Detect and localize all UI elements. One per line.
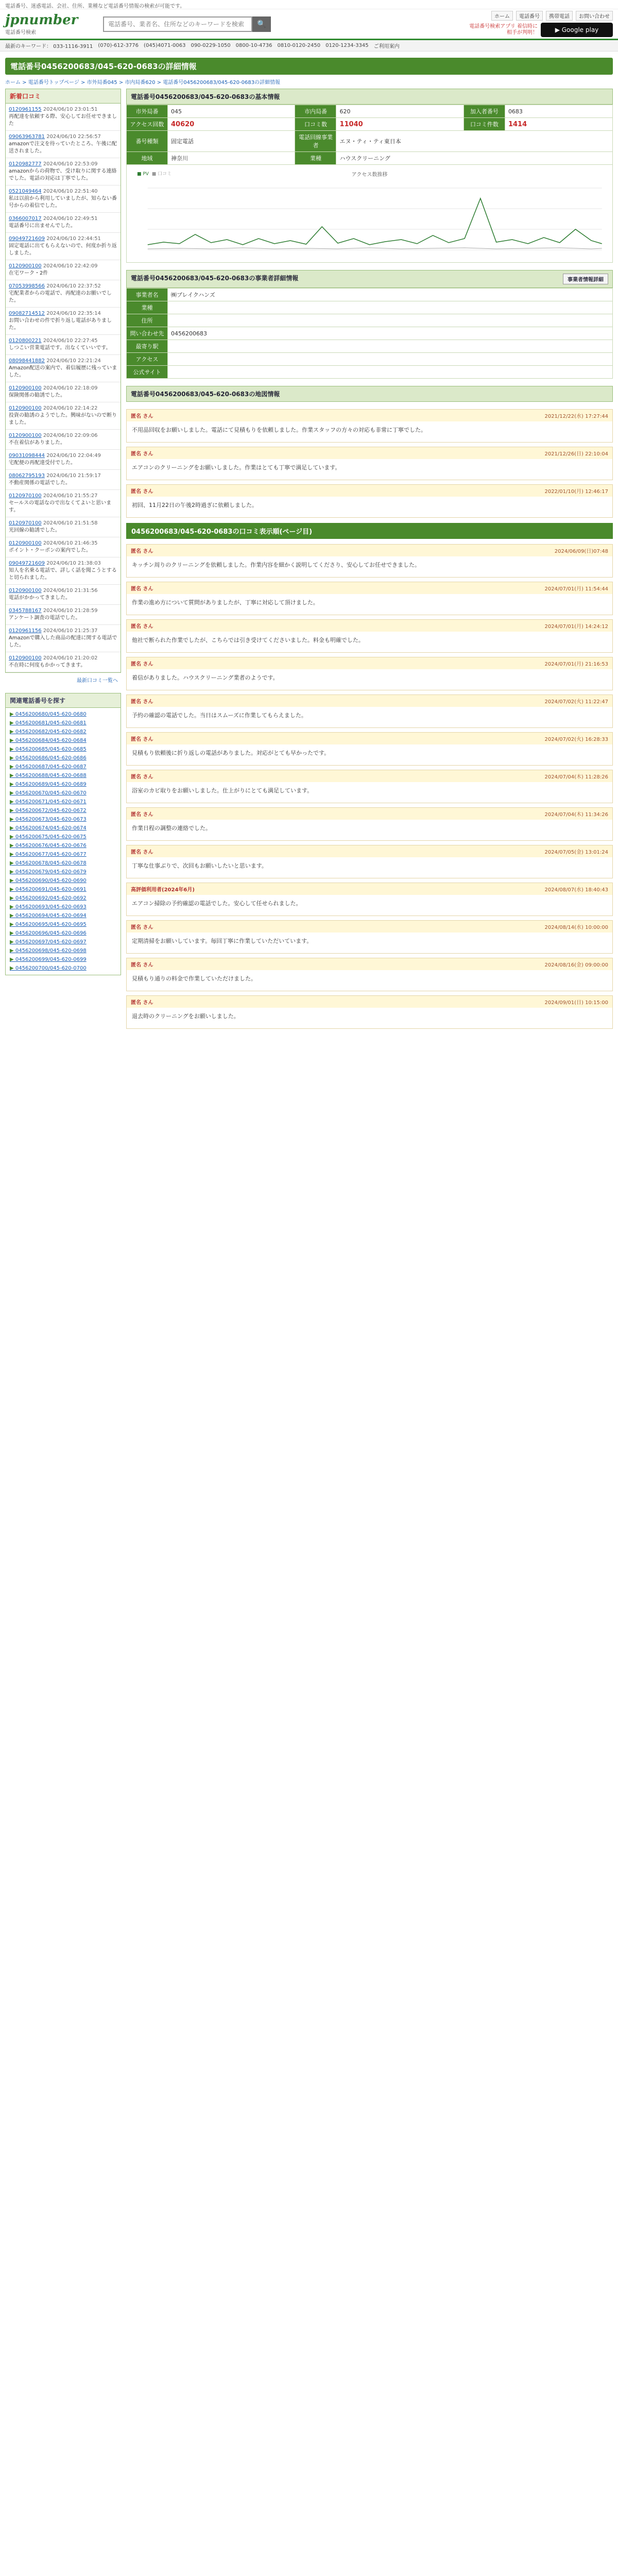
related-number-link[interactable]: ▶ 0456200672/045-620-0672 bbox=[10, 806, 116, 815]
keyword-item[interactable]: 090-0229-1050 bbox=[191, 43, 231, 48]
side-comment-item bbox=[6, 605, 121, 625]
side-comment-number[interactable]: 09049721609 bbox=[9, 236, 45, 242]
business-info-row bbox=[127, 353, 613, 366]
related-number-link[interactable]: ▶ 0456200679/045-620-0679 bbox=[10, 868, 116, 876]
map-title: 電話番号0456200683/045-620-0683の地図情報 bbox=[126, 386, 613, 402]
related-number-link[interactable]: ▶ 0456200696/045-620-0696 bbox=[10, 929, 116, 938]
business-info-row bbox=[127, 314, 613, 327]
side-comment-date: 2024/06/10 21:51:58 bbox=[43, 520, 98, 526]
breadcrumb[interactable]: ホーム > 電話番号トップページ > 市外局番045 > 市内局番620 > 電話番号0456200683/045-620-0683の詳細情報 bbox=[5, 80, 281, 86]
comment-author: 匿名 さん bbox=[131, 925, 153, 930]
side-comment-text: 在宅ワーク・2件 bbox=[9, 270, 48, 276]
side-comment-date: 2024/06/10 23:01:51 bbox=[43, 107, 98, 112]
side-comment-item bbox=[6, 625, 121, 652]
comment-date: 2024/08/14(水) 10:00:00 bbox=[544, 925, 608, 930]
side-comment-text: 電話番号に出ませんでした。 bbox=[9, 223, 76, 229]
side-comment-text: お問い合わせの件で折り返し電話がありました。 bbox=[9, 318, 112, 331]
comment-date: 2021/12/26(日) 22:10:04 bbox=[544, 451, 608, 457]
comment-text: 着信がありました。ハウスクリーニング業者のようです。 bbox=[132, 674, 279, 681]
related-number-link[interactable]: ▶ 0456200689/045-620-0689 bbox=[10, 780, 116, 789]
related-number-link[interactable]: ▶ 0456200700/045-620-0700 bbox=[10, 964, 116, 973]
business-info-table bbox=[126, 288, 613, 379]
side-comment-item bbox=[6, 652, 121, 672]
side-comment-number[interactable]: 0120900100 bbox=[9, 263, 42, 269]
side-comment-date: 2024/06/10 21:20:02 bbox=[43, 655, 98, 661]
side-comment-number[interactable]: 0120970100 bbox=[9, 493, 42, 499]
related-number-link[interactable]: ▶ 0456200676/045-620-0676 bbox=[10, 841, 116, 850]
side-comment-number[interactable]: 0521049464 bbox=[9, 189, 42, 194]
search-icon: 🔍 bbox=[257, 20, 266, 28]
graph-title: アクセス数推移 bbox=[351, 172, 388, 178]
basic-info-value: 40620 bbox=[168, 118, 295, 131]
side-comment-date: 2024/06/10 21:59:17 bbox=[46, 473, 101, 479]
basic-info-value: ハウスクリーニング bbox=[336, 152, 613, 165]
side-comment-text: 保険関係の勧誘でした。 bbox=[9, 393, 65, 398]
side-comment-number[interactable]: 0120900100 bbox=[9, 385, 42, 391]
related-number-link[interactable]: ▶ 0456200680/045-620-0680 bbox=[10, 710, 116, 719]
side-comment-item bbox=[6, 260, 121, 280]
keyword-item[interactable]: 0120-1234-3345 bbox=[325, 43, 369, 48]
app-promo-text: 電話番号検索アプリ 着信時に相手が判明！ bbox=[469, 24, 538, 36]
related-number-link[interactable]: ▶ 0456200684/045-620-0684 bbox=[10, 736, 116, 745]
side-comment-item bbox=[6, 158, 121, 185]
side-comment-text: Amazonで購入した商品の配達に関する電話でした。 bbox=[9, 635, 117, 648]
side-comment-text: 不在着信がありました。 bbox=[9, 440, 65, 446]
side-comment-number[interactable]: 0366007017 bbox=[9, 216, 42, 222]
business-info-label: 事業者名 bbox=[127, 289, 168, 301]
comment-date: 2024/07/02(火) 16:28:33 bbox=[544, 737, 608, 742]
side-comment-text: 私は以前から利用していましたが、知らない番号からの着信でした。 bbox=[9, 196, 117, 209]
comment-card bbox=[126, 845, 613, 878]
related-number-link[interactable]: ▶ 0456200693/045-620-0693 bbox=[10, 903, 116, 911]
side-comment-number[interactable]: 08062795193 bbox=[9, 473, 45, 479]
comment-author: 高評価利用者(2024年6月) bbox=[131, 887, 195, 893]
access-graph bbox=[126, 165, 613, 263]
side-comment-number[interactable]: 0120800221 bbox=[9, 338, 42, 344]
related-number-link[interactable]: ▶ 0456200687/045-620-0687 bbox=[10, 762, 116, 771]
more-comments-link[interactable]: 最新口コミ一覧へ bbox=[77, 678, 118, 684]
comment-card bbox=[126, 807, 613, 841]
main-content bbox=[126, 89, 613, 1033]
comment-text: 見積もり依頼後に折り返しの電話がありました。対応がとても早かったです。 bbox=[132, 750, 330, 756]
comment-card bbox=[126, 619, 613, 653]
side-comment-text: 固定電話に出てもらえないので、何度か折り返しました。 bbox=[9, 243, 117, 256]
comment-author: 匿名 さん bbox=[131, 489, 153, 495]
side-comment-text: しつこい営業電話です。出なくていいです。 bbox=[9, 345, 111, 351]
comment-date: 2024/07/02(火) 11:22:47 bbox=[544, 699, 608, 705]
side-comment-date: 2024/06/10 22:56:57 bbox=[46, 134, 101, 140]
search-input[interactable] bbox=[103, 16, 252, 32]
basic-info-value: 0683 bbox=[505, 105, 612, 118]
comment-card bbox=[126, 544, 613, 578]
business-info-label: 業種 bbox=[127, 301, 168, 314]
side-comment-text: 知人を名乗る電話で、詳しく話を聞こうとすると切られました。 bbox=[9, 568, 117, 581]
basic-info-label: 市内局番 bbox=[295, 105, 336, 118]
side-comment-date: 2024/06/10 22:18:09 bbox=[43, 385, 98, 391]
comment-card bbox=[126, 883, 613, 916]
side-comment-date: 2024/06/10 21:28:59 bbox=[43, 608, 98, 614]
comment-author: 匿名 さん bbox=[131, 774, 153, 780]
comment-text: 丁寧な仕事ぶりで、次回もお願いしたいと思います。 bbox=[132, 862, 267, 869]
comment-card bbox=[126, 958, 613, 991]
search-button[interactable] bbox=[252, 16, 271, 32]
comment-author: 匿名 さん bbox=[131, 414, 153, 419]
side-comment-text: 不在時に何度もかかってきます。 bbox=[9, 663, 86, 668]
business-info-label: アクセス bbox=[127, 353, 168, 366]
business-info-row bbox=[127, 327, 613, 340]
basic-info-label: 地域 bbox=[127, 152, 168, 165]
comment-date: 2024/07/04(木) 11:34:26 bbox=[544, 812, 608, 818]
side-comment-item bbox=[6, 585, 121, 605]
sidebar bbox=[5, 89, 121, 1033]
logo-rest: number bbox=[19, 12, 78, 28]
search-bar bbox=[103, 16, 271, 32]
related-title: 関連電話番号を探す bbox=[5, 693, 121, 708]
basic-info-value: 固定電話 bbox=[168, 131, 295, 152]
side-comment-number[interactable]: 0120900100 bbox=[9, 433, 42, 438]
side-comment-text: 宅配便の再配達受付でした。 bbox=[9, 460, 76, 466]
side-comment-item bbox=[6, 450, 121, 470]
basic-info-value: 神奈川 bbox=[168, 152, 295, 165]
side-comment-date: 2024/06/10 22:51:40 bbox=[43, 189, 98, 194]
side-comment-item bbox=[6, 233, 121, 260]
side-comment-item bbox=[6, 355, 121, 382]
basic-info-label: 電話回線事業者 bbox=[295, 131, 336, 152]
basic-info-title: 電話番号0456200683/045-620-0683の基本情報 bbox=[126, 89, 613, 105]
basic-info-label: 業種 bbox=[295, 152, 336, 165]
comment-text: 作業日程の調整の連絡でした。 bbox=[132, 825, 211, 832]
side-comment-text: amazonで注文を待っていたところ、午後に配送されました。 bbox=[9, 141, 117, 154]
logo-main: jp bbox=[5, 12, 20, 28]
related-number-link[interactable]: ▶ 0456200694/045-620-0694 bbox=[10, 911, 116, 920]
side-comment-date: 2024/06/10 21:31:56 bbox=[43, 588, 98, 594]
basic-info-label: 市外局番 bbox=[127, 105, 168, 118]
side-comment-number[interactable]: 0120970100 bbox=[9, 520, 42, 526]
related-number-link[interactable]: ▶ 0456200691/045-620-0691 bbox=[10, 885, 116, 894]
side-comment-item bbox=[6, 131, 121, 158]
side-comment-date: 2024/06/10 22:04:49 bbox=[46, 453, 101, 459]
business-info-label: 公式サイト bbox=[127, 366, 168, 379]
legend-comments: ■ 口コミ bbox=[151, 172, 172, 177]
side-comment-number[interactable]: 0120961155 bbox=[9, 107, 42, 112]
keyword-item[interactable]: 0800-10-4736 bbox=[235, 43, 272, 48]
basic-info-value: 045 bbox=[168, 105, 295, 118]
related-number-link[interactable]: ▶ 0456200677/045-620-0677 bbox=[10, 850, 116, 859]
logo-subtitle: 電話番号検索 bbox=[5, 30, 36, 36]
side-comment-date: 2024/06/10 21:25:37 bbox=[43, 628, 98, 634]
business-info-title: 電話番号0456200683/045-620-0683の事業者詳細情報 bbox=[131, 275, 299, 282]
basic-info-label: 加入者番号 bbox=[464, 105, 505, 118]
side-comment-date: 2024/06/10 22:35:14 bbox=[46, 311, 101, 316]
comment-card bbox=[126, 409, 613, 443]
business-info-value: 0456200683 bbox=[168, 327, 613, 340]
basic-info-value: エヌ・ティ・ティ東日本 bbox=[336, 131, 613, 152]
keyword-item[interactable]: (070)-612-3776 bbox=[98, 43, 139, 48]
basic-info-label: 口コミ件数 bbox=[464, 118, 505, 131]
side-comment-item bbox=[6, 490, 121, 517]
basic-info-row bbox=[127, 105, 613, 118]
side-comment-text: amazonからの荷物で、受け取りに関する連絡でした。電話の対応は丁寧でした。 bbox=[9, 168, 117, 181]
keyword-bar bbox=[0, 40, 618, 52]
related-list bbox=[5, 708, 121, 975]
side-comment-date: 2024/06/10 21:55:27 bbox=[43, 493, 98, 499]
side-comment-number[interactable]: 09049721609 bbox=[9, 561, 45, 566]
side-comment-number[interactable]: 09063963781 bbox=[9, 134, 45, 140]
keyword-item[interactable]: 最新のキーワード： 033-1116-3911 bbox=[5, 44, 93, 49]
comment-card bbox=[126, 694, 613, 728]
business-detail-button[interactable]: 事業者情報詳細 bbox=[563, 274, 608, 284]
new-comments-list bbox=[5, 104, 121, 673]
comment-date: 2024/07/05(金) 13:01:24 bbox=[544, 850, 608, 855]
side-comment-date: 2024/06/10 21:38:03 bbox=[46, 561, 101, 566]
business-info-section bbox=[126, 270, 613, 379]
comment-card bbox=[126, 582, 613, 615]
basic-info-value: 620 bbox=[336, 105, 464, 118]
side-comment-number[interactable]: 0120900100 bbox=[9, 588, 42, 594]
keyword-item[interactable]: ご利用案内 bbox=[373, 44, 400, 49]
side-comment-text: アンケート調査の電話でした。 bbox=[9, 615, 81, 621]
keyword-item[interactable]: 0810-0120-2450 bbox=[277, 43, 321, 48]
basic-info-label: 番号種類 bbox=[127, 131, 168, 152]
comment-author: 匿名 さん bbox=[131, 812, 153, 818]
comment-author: 匿名 さん bbox=[131, 662, 153, 667]
comment-text: 不用品回収をお願いしました。電話にて見積もりを依頼しました。作業スタッフの方々の対応も非常に丁寧でした。 bbox=[132, 427, 426, 433]
related-number-link[interactable]: ▶ 0456200682/045-620-0682 bbox=[10, 727, 116, 736]
comment-author: 匿名 さん bbox=[131, 962, 153, 968]
new-comments-title: 新着口コミ bbox=[5, 89, 121, 104]
side-comment-number[interactable]: 09082714512 bbox=[9, 311, 45, 316]
comment-card bbox=[126, 732, 613, 766]
related-number-link[interactable]: ▶ 0456200698/045-620-0698 bbox=[10, 946, 116, 955]
comment-date: 2024/07/04(木) 11:28:26 bbox=[544, 774, 608, 780]
comment-card bbox=[126, 447, 613, 480]
related-number-link[interactable]: ▶ 0456200678/045-620-0678 bbox=[10, 859, 116, 868]
google-play-badge[interactable]: ▶ Google play bbox=[541, 23, 613, 37]
comment-card bbox=[126, 920, 613, 954]
side-comment-number[interactable]: 0120900100 bbox=[9, 655, 42, 661]
side-comment-text: 宅配業者からの電話で、再配達のお願いでした。 bbox=[9, 291, 112, 303]
map-section bbox=[126, 386, 613, 402]
comment-card bbox=[126, 995, 613, 1029]
comment-date: 2024/08/07(水) 18:40:43 bbox=[544, 887, 608, 893]
comment-date: 2022/01/10(月) 12:46:17 bbox=[544, 489, 608, 495]
access-graph-svg bbox=[132, 178, 607, 265]
related-number-link[interactable]: ▶ 0456200688/045-620-0688 bbox=[10, 771, 116, 780]
comment-author: 匿名 さん bbox=[131, 850, 153, 855]
side-comment-date: 2024/06/10 22:49:51 bbox=[43, 216, 98, 222]
business-info-row bbox=[127, 366, 613, 379]
business-info-label: 住所 bbox=[127, 314, 168, 327]
business-info-value bbox=[168, 353, 613, 366]
business-info-row bbox=[127, 289, 613, 301]
side-comment-number[interactable]: 0120982777 bbox=[9, 161, 42, 167]
comment-author: 匿名 さん bbox=[131, 451, 153, 457]
related-number-link[interactable]: ▶ 0456200675/045-620-0675 bbox=[10, 833, 116, 841]
pv-line bbox=[148, 198, 602, 245]
side-comment-text: 不動産関係の電話でした。 bbox=[9, 480, 71, 486]
side-comment-item bbox=[6, 335, 121, 355]
side-comment-item bbox=[6, 537, 121, 557]
keyword-item[interactable]: (045)4071-0063 bbox=[144, 43, 186, 48]
link-contact[interactable]: お問い合わせ bbox=[576, 11, 613, 21]
site-logo[interactable] bbox=[5, 11, 93, 37]
business-info-row bbox=[127, 301, 613, 314]
side-comment-date: 2024/06/10 22:37:52 bbox=[46, 283, 101, 289]
side-comment-number[interactable]: 0345788167 bbox=[9, 608, 42, 614]
related-number-link[interactable]: ▶ 0456200686/045-620-0686 bbox=[10, 754, 116, 762]
comment-text: 見積もり通りの料金で作業していただけました。 bbox=[132, 975, 256, 982]
basic-info-label: アクセス回数 bbox=[127, 118, 168, 131]
comment-author: 匿名 さん bbox=[131, 549, 153, 554]
side-comment-number[interactable]: 09031098444 bbox=[9, 453, 45, 459]
business-info-value: ㈱ブレイクハンズ bbox=[168, 289, 613, 301]
business-info-row bbox=[127, 340, 613, 353]
side-comment-item bbox=[6, 104, 121, 131]
side-comment-date: 2024/06/10 22:44:51 bbox=[46, 236, 101, 242]
comment-author: 匿名 さん bbox=[131, 586, 153, 592]
comment-text: エアコンのクリーニングをお願いしました。作業はとても丁寧で満足しています。 bbox=[132, 464, 341, 471]
link-home[interactable]: ホーム bbox=[491, 11, 513, 21]
side-comment-date: 2024/06/10 22:42:09 bbox=[43, 263, 98, 269]
comment-author: 匿名 さん bbox=[131, 624, 153, 630]
business-info-label: 問い合わせ先 bbox=[127, 327, 168, 340]
comment-line bbox=[148, 248, 602, 249]
related-number-link[interactable]: ▶ 0456200685/045-620-0685 bbox=[10, 745, 116, 754]
side-comment-item bbox=[6, 430, 121, 450]
side-comment-item bbox=[6, 185, 121, 213]
link-mobile[interactable]: 携帯電話 bbox=[546, 11, 573, 21]
side-comment-date: 2024/06/10 22:27:45 bbox=[43, 338, 98, 344]
business-info-label: 最寄り駅 bbox=[127, 340, 168, 353]
side-comment-text: 投資の勧誘のようでした。興味がないので断りました。 bbox=[9, 413, 117, 426]
comments-bottom bbox=[126, 544, 613, 1029]
side-comment-text: 光回線の勧誘でした。 bbox=[9, 528, 60, 533]
business-info-value bbox=[168, 301, 613, 314]
comment-text: 定期清掃をお願いしています。毎回丁寧に作業していただいています。 bbox=[132, 938, 313, 944]
side-comment-item bbox=[6, 402, 121, 430]
related-number-link[interactable]: ▶ 0456200670/045-620-0670 bbox=[10, 789, 116, 798]
side-comment-text: 電話がかかってきました。 bbox=[9, 595, 71, 601]
comment-date: 2024/07/01(月) 14:24:12 bbox=[544, 624, 608, 630]
side-comment-date: 2024/06/10 22:21:24 bbox=[46, 358, 101, 364]
comment-text: 作業の進め方について質問がありましたが、丁寧に対応して頂けました。 bbox=[132, 599, 319, 606]
basic-info-row bbox=[127, 118, 613, 131]
related-number-link[interactable]: ▶ 0456200699/045-620-0699 bbox=[10, 955, 116, 964]
site-header bbox=[0, 9, 618, 40]
comment-card bbox=[126, 484, 613, 518]
side-comment-number[interactable]: 07053998566 bbox=[9, 283, 45, 289]
side-comment-number[interactable]: 0120961156 bbox=[9, 628, 42, 634]
side-comment-item bbox=[6, 517, 121, 537]
comment-date: 2021/12/22(水) 17:27:44 bbox=[544, 414, 608, 419]
side-comment-number[interactable]: 0120900100 bbox=[9, 540, 42, 546]
comment-text: 初回、11月22日の午後2時過ぎに依頼しました。 bbox=[132, 502, 258, 509]
page-title: 電話番号0456200683/045-620-0683の詳細情報 bbox=[5, 58, 613, 75]
comment-author: 匿名 さん bbox=[131, 1000, 153, 1006]
header-links bbox=[491, 11, 613, 21]
side-comment-item bbox=[6, 213, 121, 233]
related-number-link[interactable]: ▶ 0456200697/045-620-0697 bbox=[10, 938, 116, 946]
related-number-link[interactable]: ▶ 0456200681/045-620-0681 bbox=[10, 719, 116, 727]
side-comment-date: 2024/06/10 22:14:22 bbox=[43, 405, 98, 411]
related-number-link[interactable]: ▶ 0456200695/045-620-0695 bbox=[10, 920, 116, 929]
comment-author: 匿名 さん bbox=[131, 737, 153, 742]
business-info-value bbox=[168, 314, 613, 327]
side-comment-item bbox=[6, 470, 121, 490]
basic-info-label: 口コミ数 bbox=[295, 118, 336, 131]
comment-card bbox=[126, 770, 613, 803]
basic-info-section bbox=[126, 89, 613, 263]
related-number-link[interactable]: ▶ 0456200671/045-620-0671 bbox=[10, 798, 116, 806]
side-comment-item bbox=[6, 308, 121, 335]
business-info-value bbox=[168, 340, 613, 353]
related-number-link[interactable]: ▶ 0456200690/045-620-0690 bbox=[10, 876, 116, 885]
side-comment-number[interactable]: 08098441882 bbox=[9, 358, 45, 364]
comment-text: 他社で断られた作業でしたが、こちらでは引き受けてくださいました。料金も明確でした。 bbox=[132, 637, 364, 643]
site-tagline: 電話番号、迷惑電話、会社、住所、業種など電話番号情報の検索が可能です。 bbox=[0, 0, 618, 9]
related-number-link[interactable]: ▶ 0456200673/045-620-0673 bbox=[10, 815, 116, 824]
side-comment-item bbox=[6, 382, 121, 402]
comment-text: エアコン掃除の予約確認の電話でした。安心して任せられました。 bbox=[132, 900, 302, 907]
comment-date: 2024/07/01(月) 21:16:53 bbox=[544, 662, 608, 667]
link-phone[interactable]: 電話番号 bbox=[516, 11, 543, 21]
comment-date: 2024/09/01(日) 10:15:00 bbox=[544, 1000, 608, 1006]
comment-text: 予約の確認の電話でした。当日はスムーズに作業してもらえました。 bbox=[132, 712, 307, 719]
play-icon: ▶ bbox=[555, 26, 562, 33]
basic-info-value: 11040 bbox=[336, 118, 464, 131]
side-comment-text: 再配達を依頼する際、安心してお任せできました bbox=[9, 114, 117, 127]
business-info-value bbox=[168, 366, 613, 379]
side-comment-text: ポイント・クーポンの案内でした。 bbox=[9, 548, 91, 553]
comments-top bbox=[126, 409, 613, 518]
side-comment-text: Amazon配送の案内で、着信履歴に残っていました。 bbox=[9, 365, 117, 378]
comment-card bbox=[126, 657, 613, 690]
comment-text: 退去時のクリーニングをお願いしました。 bbox=[132, 1013, 239, 1020]
side-comment-date: 2024/06/10 22:53:09 bbox=[43, 161, 98, 167]
side-comment-text: セールスの電話なので出なくてよいと思います。 bbox=[9, 500, 112, 513]
comment-date: 2024/08/16(金) 09:00:00 bbox=[544, 962, 608, 968]
legend-pv: ■ PV bbox=[137, 172, 149, 177]
basic-info-value: 1414 bbox=[505, 118, 612, 131]
basic-info-row bbox=[127, 131, 613, 152]
side-comment-item bbox=[6, 557, 121, 585]
basic-info-row bbox=[127, 152, 613, 165]
related-number-link[interactable]: ▶ 0456200692/045-620-0692 bbox=[10, 894, 116, 903]
basic-info-table bbox=[126, 105, 613, 165]
side-comment-number[interactable]: 0120900100 bbox=[9, 405, 42, 411]
comment-date: 2024/06/09(日)07:48 bbox=[554, 549, 608, 554]
related-number-link[interactable]: ▶ 0456200674/045-620-0674 bbox=[10, 824, 116, 833]
side-comment-item bbox=[6, 280, 121, 308]
comments-title: 0456200683/045-620-0683の口コミ表示順(ページ目) bbox=[126, 523, 613, 539]
comment-author: 匿名 さん bbox=[131, 699, 153, 705]
side-comment-date: 2024/06/10 21:46:35 bbox=[43, 540, 98, 546]
comment-text: キッチン周りのクリーニングを依頼しました。作業内容を細かく説明してくださり、安心してお任せできました。 bbox=[132, 562, 421, 568]
side-comment-date: 2024/06/10 22:09:06 bbox=[43, 433, 98, 438]
comment-text: 浴室のカビ取りをお願いしました。仕上がりにとても満足しています。 bbox=[132, 787, 313, 794]
comment-date: 2024/07/01(月) 11:54:44 bbox=[544, 586, 608, 592]
